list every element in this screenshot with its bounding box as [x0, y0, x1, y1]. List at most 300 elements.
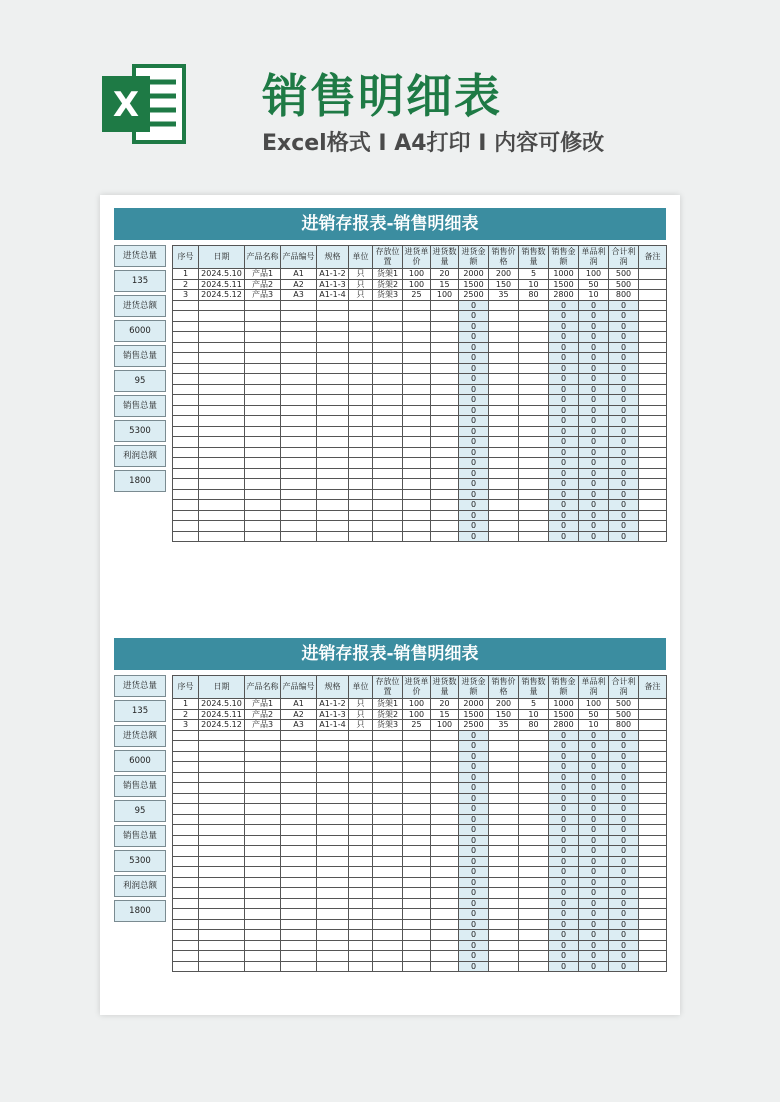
table-cell[interactable] — [639, 531, 667, 542]
table-cell[interactable] — [199, 300, 245, 311]
table-cell[interactable] — [349, 437, 373, 448]
table-cell[interactable] — [317, 856, 349, 867]
table-cell[interactable] — [317, 909, 349, 920]
table-cell[interactable] — [431, 363, 459, 374]
table-cell[interactable] — [199, 961, 245, 972]
table-cell[interactable] — [519, 730, 549, 741]
table-cell[interactable] — [245, 804, 281, 815]
table-cell[interactable]: 0 — [579, 374, 609, 385]
table-cell[interactable] — [639, 751, 667, 762]
table-cell[interactable] — [431, 961, 459, 972]
table-cell[interactable]: 10 — [579, 720, 609, 731]
table-cell[interactable]: 0 — [579, 898, 609, 909]
table-cell[interactable] — [199, 395, 245, 406]
table-cell[interactable]: 0 — [579, 405, 609, 416]
table-cell[interactable]: 25 — [403, 290, 431, 301]
table-cell[interactable]: 0 — [609, 919, 639, 930]
table-cell[interactable]: 0 — [549, 772, 579, 783]
table-cell[interactable]: 2500 — [459, 290, 489, 301]
table-cell[interactable]: 产品2 — [245, 279, 281, 290]
table-cell[interactable] — [431, 741, 459, 752]
table-cell[interactable] — [373, 961, 403, 972]
table-cell[interactable]: 0 — [609, 846, 639, 857]
table-cell[interactable] — [173, 353, 199, 364]
table-cell[interactable] — [317, 531, 349, 542]
table-cell[interactable] — [281, 814, 317, 825]
table-cell[interactable] — [281, 793, 317, 804]
table-cell[interactable]: 0 — [609, 835, 639, 846]
table-cell[interactable]: 100 — [403, 709, 431, 720]
table-cell[interactable] — [519, 510, 549, 521]
table-cell[interactable] — [245, 458, 281, 469]
table-cell[interactable] — [349, 919, 373, 930]
table-cell[interactable] — [431, 447, 459, 458]
table-cell[interactable] — [639, 269, 667, 280]
table-cell[interactable]: 1 — [173, 269, 199, 280]
table-cell[interactable] — [639, 877, 667, 888]
table-cell[interactable] — [489, 888, 519, 899]
table-cell[interactable] — [373, 730, 403, 741]
table-cell[interactable] — [199, 437, 245, 448]
table-cell[interactable] — [373, 909, 403, 920]
table-cell[interactable] — [431, 877, 459, 888]
table-cell[interactable]: 1500 — [549, 279, 579, 290]
table-cell[interactable] — [349, 877, 373, 888]
table-cell[interactable] — [281, 762, 317, 773]
table-cell[interactable]: 货架2 — [373, 279, 403, 290]
table-cell[interactable] — [317, 751, 349, 762]
table-cell[interactable] — [639, 709, 667, 720]
table-cell[interactable]: 0 — [549, 919, 579, 930]
table-cell[interactable] — [403, 835, 431, 846]
table-cell[interactable] — [199, 363, 245, 374]
table-cell[interactable] — [489, 793, 519, 804]
table-cell[interactable]: 0 — [579, 521, 609, 532]
table-cell[interactable]: 0 — [459, 437, 489, 448]
table-cell[interactable] — [639, 961, 667, 972]
table-cell[interactable]: 0 — [549, 909, 579, 920]
table-cell[interactable] — [199, 500, 245, 511]
table-cell[interactable]: 0 — [609, 489, 639, 500]
table-cell[interactable]: 10 — [519, 279, 549, 290]
table-cell[interactable] — [373, 489, 403, 500]
table-cell[interactable] — [519, 416, 549, 427]
table-cell[interactable] — [489, 426, 519, 437]
table-cell[interactable]: 0 — [609, 762, 639, 773]
table-cell[interactable] — [489, 384, 519, 395]
table-cell[interactable]: 0 — [549, 846, 579, 857]
table-cell[interactable] — [317, 395, 349, 406]
table-cell[interactable]: 0 — [549, 479, 579, 490]
table-cell[interactable]: 0 — [459, 867, 489, 878]
table-cell[interactable]: 0 — [579, 489, 609, 500]
table-cell[interactable]: 只 — [349, 269, 373, 280]
table-cell[interactable]: 0 — [459, 363, 489, 374]
table-cell[interactable]: 80 — [519, 290, 549, 301]
table-cell[interactable] — [245, 730, 281, 741]
table-cell[interactable] — [403, 909, 431, 920]
table-cell[interactable] — [431, 898, 459, 909]
table-cell[interactable] — [373, 783, 403, 794]
table-cell[interactable]: 2 — [173, 709, 199, 720]
table-cell[interactable] — [245, 426, 281, 437]
table-cell[interactable]: 0 — [459, 374, 489, 385]
table-cell[interactable] — [199, 405, 245, 416]
table-cell[interactable] — [349, 374, 373, 385]
table-cell[interactable]: 2024.5.12 — [199, 290, 245, 301]
table-cell[interactable]: 1000 — [549, 699, 579, 710]
table-cell[interactable] — [199, 940, 245, 951]
table-cell[interactable] — [519, 300, 549, 311]
table-cell[interactable]: 0 — [549, 888, 579, 899]
table-cell[interactable]: 0 — [609, 384, 639, 395]
table-cell[interactable] — [281, 919, 317, 930]
table-cell[interactable] — [281, 772, 317, 783]
table-cell[interactable] — [639, 279, 667, 290]
table-cell[interactable] — [317, 762, 349, 773]
table-cell[interactable]: 0 — [579, 835, 609, 846]
table-cell[interactable] — [245, 416, 281, 427]
table-cell[interactable]: 0 — [459, 321, 489, 332]
table-cell[interactable] — [173, 856, 199, 867]
table-cell[interactable] — [173, 321, 199, 332]
table-cell[interactable]: 0 — [579, 416, 609, 427]
table-cell[interactable]: 0 — [609, 416, 639, 427]
table-cell[interactable]: 0 — [549, 353, 579, 364]
table-cell[interactable]: 150 — [489, 279, 519, 290]
table-cell[interactable] — [639, 458, 667, 469]
table-cell[interactable] — [639, 898, 667, 909]
table-cell[interactable] — [519, 846, 549, 857]
table-cell[interactable] — [317, 332, 349, 343]
table-cell[interactable] — [431, 332, 459, 343]
table-cell[interactable]: 0 — [579, 888, 609, 899]
table-cell[interactable] — [349, 426, 373, 437]
table-cell[interactable] — [403, 521, 431, 532]
table-cell[interactable]: 0 — [579, 437, 609, 448]
table-cell[interactable] — [349, 363, 373, 374]
table-cell[interactable]: 1 — [173, 699, 199, 710]
table-cell[interactable] — [245, 353, 281, 364]
table-cell[interactable] — [173, 961, 199, 972]
table-cell[interactable] — [245, 835, 281, 846]
table-cell[interactable] — [373, 321, 403, 332]
table-cell[interactable]: 500 — [609, 699, 639, 710]
table-cell[interactable] — [199, 741, 245, 752]
table-cell[interactable] — [173, 300, 199, 311]
table-cell[interactable] — [373, 919, 403, 930]
table-cell[interactable] — [519, 888, 549, 899]
table-cell[interactable] — [373, 447, 403, 458]
table-cell[interactable] — [373, 353, 403, 364]
table-cell[interactable]: 0 — [549, 867, 579, 878]
table-cell[interactable] — [281, 531, 317, 542]
table-cell[interactable] — [281, 521, 317, 532]
table-cell[interactable] — [245, 793, 281, 804]
table-cell[interactable] — [489, 395, 519, 406]
table-cell[interactable]: 0 — [579, 762, 609, 773]
table-cell[interactable] — [639, 793, 667, 804]
table-cell[interactable] — [349, 531, 373, 542]
table-cell[interactable] — [281, 940, 317, 951]
table-cell[interactable] — [245, 321, 281, 332]
table-cell[interactable] — [281, 804, 317, 815]
table-cell[interactable] — [431, 730, 459, 741]
table-cell[interactable] — [373, 374, 403, 385]
table-cell[interactable]: 0 — [459, 751, 489, 762]
table-cell[interactable] — [199, 930, 245, 941]
table-cell[interactable]: 0 — [549, 930, 579, 941]
table-cell[interactable] — [281, 395, 317, 406]
table-cell[interactable] — [431, 311, 459, 322]
table-cell[interactable]: 2800 — [549, 720, 579, 731]
table-cell[interactable] — [199, 416, 245, 427]
summary-value[interactable]: 5300 — [114, 420, 166, 442]
table-cell[interactable]: 0 — [459, 521, 489, 532]
table-cell[interactable] — [489, 468, 519, 479]
table-cell[interactable] — [373, 458, 403, 469]
table-cell[interactable] — [403, 447, 431, 458]
table-cell[interactable]: 0 — [579, 877, 609, 888]
table-cell[interactable] — [173, 374, 199, 385]
table-cell[interactable] — [317, 961, 349, 972]
table-cell[interactable] — [431, 751, 459, 762]
table-cell[interactable] — [519, 311, 549, 322]
table-cell[interactable] — [519, 353, 549, 364]
table-cell[interactable] — [403, 772, 431, 783]
table-cell[interactable] — [245, 468, 281, 479]
table-cell[interactable] — [199, 762, 245, 773]
table-cell[interactable]: 0 — [459, 405, 489, 416]
table-cell[interactable] — [173, 395, 199, 406]
table-cell[interactable] — [639, 416, 667, 427]
table-cell[interactable] — [519, 321, 549, 332]
table-cell[interactable]: 0 — [609, 458, 639, 469]
table-cell[interactable]: 0 — [549, 521, 579, 532]
table-cell[interactable] — [639, 804, 667, 815]
table-cell[interactable] — [281, 332, 317, 343]
table-cell[interactable]: 0 — [609, 311, 639, 322]
table-cell[interactable] — [519, 426, 549, 437]
table-cell[interactable] — [519, 951, 549, 962]
table-cell[interactable] — [489, 762, 519, 773]
table-cell[interactable] — [281, 416, 317, 427]
table-cell[interactable] — [639, 447, 667, 458]
table-cell[interactable] — [489, 342, 519, 353]
table-cell[interactable]: 0 — [459, 416, 489, 427]
summary-value[interactable]: 6000 — [114, 750, 166, 772]
table-cell[interactable]: 0 — [579, 961, 609, 972]
table-cell[interactable] — [349, 940, 373, 951]
table-cell[interactable] — [489, 856, 519, 867]
table-cell[interactable]: 100 — [403, 699, 431, 710]
table-cell[interactable] — [281, 353, 317, 364]
table-cell[interactable]: 50 — [579, 709, 609, 720]
table-cell[interactable] — [373, 468, 403, 479]
table-cell[interactable] — [281, 961, 317, 972]
table-cell[interactable]: 产品3 — [245, 720, 281, 731]
table-cell[interactable] — [173, 783, 199, 794]
table-cell[interactable] — [173, 867, 199, 878]
table-cell[interactable] — [373, 940, 403, 951]
table-cell[interactable] — [173, 479, 199, 490]
table-cell[interactable] — [173, 846, 199, 857]
table-cell[interactable] — [373, 846, 403, 857]
table-cell[interactable]: 1500 — [459, 279, 489, 290]
table-cell[interactable] — [281, 867, 317, 878]
table-cell[interactable]: 0 — [459, 468, 489, 479]
table-cell[interactable] — [403, 930, 431, 941]
table-cell[interactable] — [519, 814, 549, 825]
table-cell[interactable] — [349, 447, 373, 458]
table-cell[interactable] — [639, 867, 667, 878]
table-cell[interactable] — [349, 510, 373, 521]
table-cell[interactable] — [489, 825, 519, 836]
table-cell[interactable] — [199, 374, 245, 385]
table-cell[interactable]: 10 — [579, 290, 609, 301]
table-cell[interactable] — [431, 814, 459, 825]
table-cell[interactable] — [349, 311, 373, 322]
table-cell[interactable] — [245, 751, 281, 762]
table-cell[interactable] — [639, 363, 667, 374]
table-cell[interactable] — [639, 353, 667, 364]
table-cell[interactable] — [403, 751, 431, 762]
table-cell[interactable] — [373, 500, 403, 511]
table-cell[interactable]: 0 — [549, 814, 579, 825]
table-cell[interactable] — [403, 919, 431, 930]
table-cell[interactable]: 0 — [549, 447, 579, 458]
table-cell[interactable] — [403, 384, 431, 395]
table-cell[interactable] — [245, 510, 281, 521]
table-cell[interactable]: 0 — [459, 804, 489, 815]
table-cell[interactable] — [489, 531, 519, 542]
table-cell[interactable] — [639, 741, 667, 752]
table-cell[interactable] — [317, 835, 349, 846]
table-cell[interactable]: 0 — [579, 395, 609, 406]
table-cell[interactable]: 0 — [579, 321, 609, 332]
table-cell[interactable] — [245, 531, 281, 542]
table-cell[interactable]: A1-1-4 — [317, 720, 349, 731]
table-cell[interactable]: 0 — [549, 363, 579, 374]
table-cell[interactable] — [639, 846, 667, 857]
table-cell[interactable] — [349, 793, 373, 804]
table-cell[interactable] — [199, 793, 245, 804]
summary-value[interactable]: 95 — [114, 800, 166, 822]
table-cell[interactable] — [373, 479, 403, 490]
table-cell[interactable] — [403, 846, 431, 857]
table-cell[interactable]: 0 — [459, 353, 489, 364]
table-cell[interactable] — [173, 363, 199, 374]
table-cell[interactable] — [281, 311, 317, 322]
table-cell[interactable]: 0 — [459, 951, 489, 962]
table-cell[interactable] — [403, 856, 431, 867]
table-cell[interactable] — [639, 720, 667, 731]
table-cell[interactable]: 0 — [579, 510, 609, 521]
table-cell[interactable]: 0 — [609, 531, 639, 542]
table-cell[interactable] — [173, 919, 199, 930]
table-cell[interactable]: 0 — [609, 856, 639, 867]
table-cell[interactable] — [199, 825, 245, 836]
table-cell[interactable] — [403, 762, 431, 773]
table-cell[interactable]: 0 — [579, 930, 609, 941]
table-cell[interactable]: 0 — [609, 961, 639, 972]
table-cell[interactable] — [431, 888, 459, 899]
table-cell[interactable] — [373, 363, 403, 374]
table-cell[interactable]: 0 — [579, 300, 609, 311]
table-cell[interactable] — [519, 898, 549, 909]
table-cell[interactable] — [431, 793, 459, 804]
table-cell[interactable] — [245, 877, 281, 888]
table-cell[interactable] — [403, 416, 431, 427]
table-cell[interactable]: 200 — [489, 269, 519, 280]
table-cell[interactable]: 0 — [609, 877, 639, 888]
table-cell[interactable] — [281, 426, 317, 437]
table-cell[interactable] — [373, 426, 403, 437]
table-cell[interactable] — [349, 888, 373, 899]
table-cell[interactable] — [317, 930, 349, 941]
table-cell[interactable] — [199, 311, 245, 322]
table-cell[interactable] — [199, 751, 245, 762]
table-cell[interactable] — [403, 500, 431, 511]
table-cell[interactable] — [403, 321, 431, 332]
table-cell[interactable] — [373, 793, 403, 804]
table-cell[interactable] — [373, 521, 403, 532]
table-cell[interactable]: 0 — [459, 856, 489, 867]
table-cell[interactable]: 0 — [609, 772, 639, 783]
table-cell[interactable] — [639, 374, 667, 385]
table-cell[interactable] — [173, 510, 199, 521]
table-cell[interactable]: 0 — [579, 332, 609, 343]
table-cell[interactable]: 0 — [549, 342, 579, 353]
table-cell[interactable]: 3 — [173, 290, 199, 301]
table-cell[interactable] — [489, 961, 519, 972]
table-cell[interactable] — [173, 458, 199, 469]
table-cell[interactable] — [173, 384, 199, 395]
table-cell[interactable] — [489, 783, 519, 794]
table-cell[interactable] — [431, 762, 459, 773]
table-cell[interactable] — [317, 772, 349, 783]
table-cell[interactable] — [403, 479, 431, 490]
table-cell[interactable]: 0 — [579, 783, 609, 794]
table-cell[interactable] — [519, 762, 549, 773]
table-cell[interactable] — [431, 856, 459, 867]
table-cell[interactable] — [199, 458, 245, 469]
table-cell[interactable] — [281, 342, 317, 353]
table-cell[interactable]: 5 — [519, 699, 549, 710]
table-cell[interactable] — [173, 332, 199, 343]
table-cell[interactable]: 2024.5.11 — [199, 279, 245, 290]
table-cell[interactable] — [431, 353, 459, 364]
table-cell[interactable] — [173, 877, 199, 888]
table-cell[interactable]: 200 — [489, 699, 519, 710]
table-cell[interactable] — [639, 951, 667, 962]
table-cell[interactable] — [639, 468, 667, 479]
table-cell[interactable]: 0 — [609, 479, 639, 490]
table-cell[interactable] — [199, 510, 245, 521]
table-cell[interactable]: 0 — [579, 730, 609, 741]
table-cell[interactable] — [489, 437, 519, 448]
table-cell[interactable] — [245, 437, 281, 448]
table-cell[interactable] — [403, 458, 431, 469]
table-cell[interactable] — [519, 468, 549, 479]
table-cell[interactable] — [349, 909, 373, 920]
table-cell[interactable]: 0 — [609, 814, 639, 825]
table-cell[interactable]: 货架3 — [373, 290, 403, 301]
table-cell[interactable]: 0 — [549, 940, 579, 951]
table-cell[interactable] — [317, 877, 349, 888]
table-cell[interactable] — [245, 909, 281, 920]
table-cell[interactable] — [317, 730, 349, 741]
